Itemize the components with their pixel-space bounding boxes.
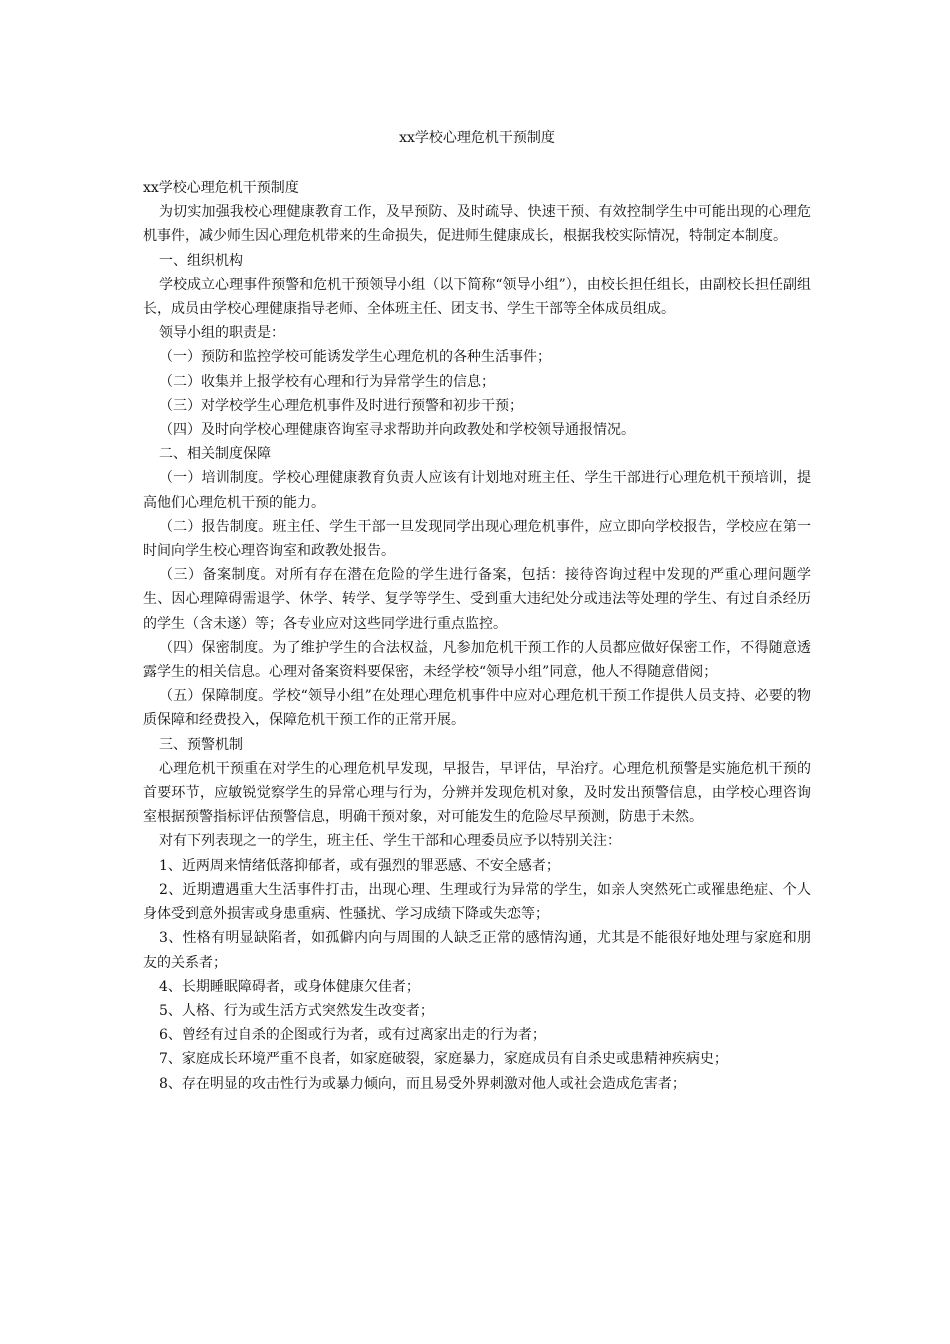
attention-intro: 对有下列表现之一的学生，班主任、学生干部和心理委员应予以特别关注： <box>159 833 621 850</box>
duty-item: （二）收集并上报学校有心理和行为异常学生的信息； <box>159 373 495 390</box>
attention-item: 8、存在明显的攻击性行为或暴力倾向，而且易受外界刺激对他人或社会造成危害者； <box>159 1075 686 1092</box>
duty-item: （三）对学校学生心理危机事件及时进行预警和初步干预； <box>159 397 523 414</box>
duty-item: （四）及时向学校心理健康咨询室寻求帮助并向政教处和学校领导通报情况。 <box>159 422 635 439</box>
section-heading-warning: 三、预警机制 <box>159 736 243 753</box>
guarantee-item: （二）报告制度。班主任、学生干部一旦发现同学出现心理危机事件，应立即向学校报告，学校应在第一时间向学生校心理咨询室和政教处报告。 <box>143 518 811 560</box>
attention-item: 4、长期睡眠障碍者，或身体健康欠佳者； <box>159 978 420 995</box>
intro-paragraph: 为切实加强我校心理健康教育工作，及早预防、及时疏导、快速干预、有效控制学生中可能出现的心理危机事件，减少师生因心理危机带来的生命损失，促进师生健康成长，根据我校实际情况，特制定本制度。 <box>143 204 811 245</box>
attention-item: 2、近期遭遇重大生活事件打击，出现心理、生理或行为异常的学生，如亲人突然死亡或罹患绝症、个人身体受到意外损害或身患重病、性骚扰、学习成绩下降或失恋等； <box>143 881 811 923</box>
guarantee-item: （三）备案制度。对所有存在潜在危险的学生进行备案，包括：接待咨询过程中发现的严重心理问题学生、因心理障碍需退学、休学、转学、复学等学生、受到重大违纪处分或违法等处理的学生、有过自杀经历的学生（含未遂）等；各专业应对这些同学进行重点监控。 <box>143 567 811 632</box>
attention-item: 3、性格有明显缺陷者，如孤僻内向与周围的人缺乏正常的感情沟通，尤其是不能很好地处理与家庭和朋友的关系者； <box>143 930 811 971</box>
guarantee-item: （五）保障制度。学校“领导小组”在处理心理危机事件中应对心理危机干预工作提供人员支持、必要的物质保障和经费投入，保障危机干预工作的正常开展。 <box>143 688 811 729</box>
guarantee-item: （四）保密制度。为了维护学生的合法权益，凡参加危机干预工作的人员都应做好保密工作，不得随意透露学生的相关信息。心理对备案资料要保密，未经学校“领导小组”同意，他人不得随意借阅； <box>143 639 811 681</box>
section-heading-guarantee: 二、相关制度保障 <box>159 446 271 463</box>
warning-paragraph: 心理危机干预重在对学生的心理危机早发现，早报告，早评估，早治疗。心理危机预警是实施危机干预的首要环节，应敏锐觉察学生的异常心理与行为，分辨并发现危机对象，及时发出预警信息，由学校心理咨询室根据预警指标评估预警信息，明确干预对象，对可能发生的危险尽早预测，防患于未然。 <box>143 760 811 826</box>
document-title: xx学校心理危机干预制度 <box>399 130 555 146</box>
attention-item: 5、人格、行为或生活方式突然发生改变者； <box>159 1002 434 1019</box>
attention-item: 7、家庭成长环境严重不良者，如家庭破裂，家庭暴力，家庭成员有自杀史或患精神疾病史； <box>159 1051 728 1068</box>
duty-item: （一）预防和监控学校可能诱发学生心理危机的各种生活事件； <box>159 349 551 366</box>
attention-item: 6、曾经有过自杀的企图或行为者，或有过离家出走的行为者； <box>159 1027 546 1044</box>
guarantee-item: （一）培训制度。学校心理健康教育负责人应该有计划地对班主任、学生干部进行心理危机干预培训，提高他们心理危机干预的能力。 <box>143 470 811 511</box>
document-body <box>143 176 811 1096</box>
section-heading-organization: 一、组织机构 <box>159 252 243 269</box>
body-heading: xx学校心理危机干预制度 <box>143 180 299 196</box>
organization-paragraph: 学校成立心理事件预警和危机干预领导小组（以下简称“领导小组”），由校长担任组长，由副校长担任副组长，成员由学校心理健康指导老师、全体班主任、团支书、学生干部等全体成员组成。 <box>143 276 811 318</box>
duties-heading: 领导小组的职责是： <box>159 325 285 342</box>
attention-item: 1、近两周来情绪低落抑郁者，或有强烈的罪恶感、不安全感者； <box>159 857 560 874</box>
